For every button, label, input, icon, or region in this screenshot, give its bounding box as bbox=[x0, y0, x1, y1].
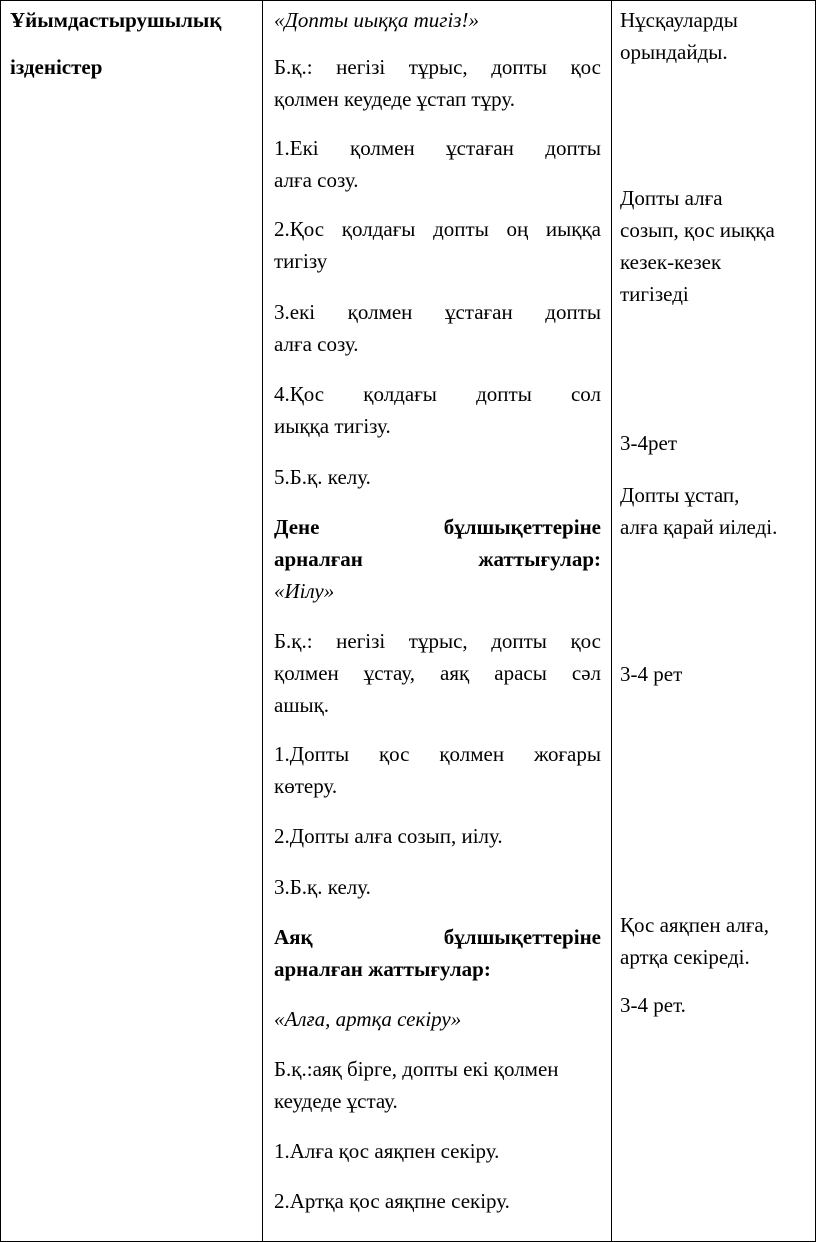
bend-step-1-line1: 1.Допты қос қолмен жоғары bbox=[274, 742, 601, 766]
step-3-line1: 3.екі қолмен ұстаған допты bbox=[274, 300, 601, 324]
note-bend-line2: алға қарай иіледі. bbox=[620, 515, 778, 539]
start-position-1-line2: қолмен кеудеде ұстап тұру. bbox=[274, 87, 515, 111]
column-divider-1 bbox=[262, 0, 263, 1242]
note-jump-line1: Қос аяқпен алға, bbox=[620, 913, 769, 937]
note-instructions-line2: орындайды. bbox=[620, 40, 728, 64]
section-heading-legs-line1: Аяқ бұлшықеттеріне bbox=[274, 925, 601, 949]
jump-step-2: 2.Артқа қос аяқпне секіру. bbox=[274, 1189, 510, 1213]
jump-step-1: 1.Алға қос аяқпен секіру. bbox=[274, 1139, 500, 1163]
step-5: 5.Б.қ. келу. bbox=[274, 465, 371, 489]
step-3-line2: алға созу. bbox=[274, 332, 359, 356]
start-position-2-line1: Б.қ.: негізі тұрыс, допты қос bbox=[274, 629, 601, 653]
section-heading-body-line2: арналған жаттығулар: bbox=[274, 547, 601, 571]
bend-step-1-line2: көтеру. bbox=[274, 774, 338, 798]
note-shoulder-line4: тигізеді bbox=[620, 282, 689, 306]
note-reps-2: 3-4 рет bbox=[620, 662, 683, 686]
section-heading-legs-line2: арналған жаттығулар: bbox=[274, 957, 491, 981]
note-reps-3: 3-4 рет. bbox=[620, 993, 686, 1017]
step-4-line2: иыққа тигізу. bbox=[274, 414, 391, 438]
exercise-title-jump: «Алға, артқа секіру» bbox=[274, 1007, 462, 1031]
bend-step-3: 3.Б.қ. келу. bbox=[274, 875, 371, 899]
step-1-line2: алға созу. bbox=[274, 168, 359, 192]
stage-title-line2: ізденістер bbox=[10, 55, 103, 79]
step-2-line2: тигізу bbox=[274, 249, 328, 273]
note-shoulder-line2: созып, қос иыққа bbox=[620, 218, 775, 242]
step-4-line1: 4.Қос қолдағы допты сол bbox=[274, 382, 601, 406]
start-position-2-line3: ашық. bbox=[274, 693, 330, 717]
step-2-line1: 2.Қос қолдағы допты оң иыққа bbox=[274, 217, 601, 241]
start-position-3-line1: Б.қ.:аяқ бірге, допты екі қолмен bbox=[274, 1057, 559, 1081]
stage-title-line1: Ұйымдастырушылық bbox=[10, 8, 222, 32]
note-shoulder-line1: Допты алға bbox=[620, 186, 723, 210]
step-1-line1: 1.Екі қолмен ұстаған допты bbox=[274, 136, 601, 160]
start-position-3-line2: кеудеде ұстау. bbox=[274, 1089, 398, 1113]
exercise-title-shoulder: «Допты иыққа тигіз!» bbox=[274, 8, 479, 32]
start-position-1-line1: Б.қ.: негізі тұрыс, допты қос bbox=[274, 55, 601, 79]
section-heading-body-line1: Дене бұлшықеттеріне bbox=[274, 515, 601, 539]
exercise-title-bend: «Иілу» bbox=[274, 579, 335, 603]
start-position-2-line2: қолмен ұстау, аяқ арасы сәл bbox=[274, 661, 601, 685]
note-jump-line2: артқа секіреді. bbox=[620, 945, 750, 969]
note-bend-line1: Допты ұстап, bbox=[620, 483, 740, 507]
column-divider-2 bbox=[611, 0, 612, 1242]
note-reps-1: 3-4рет bbox=[620, 431, 677, 455]
bend-step-2: 2.Допты алға созып, иілу. bbox=[274, 824, 503, 848]
note-shoulder-line3: кезек-кезек bbox=[620, 250, 722, 274]
note-instructions-line1: Нұсқауларды bbox=[620, 8, 738, 32]
